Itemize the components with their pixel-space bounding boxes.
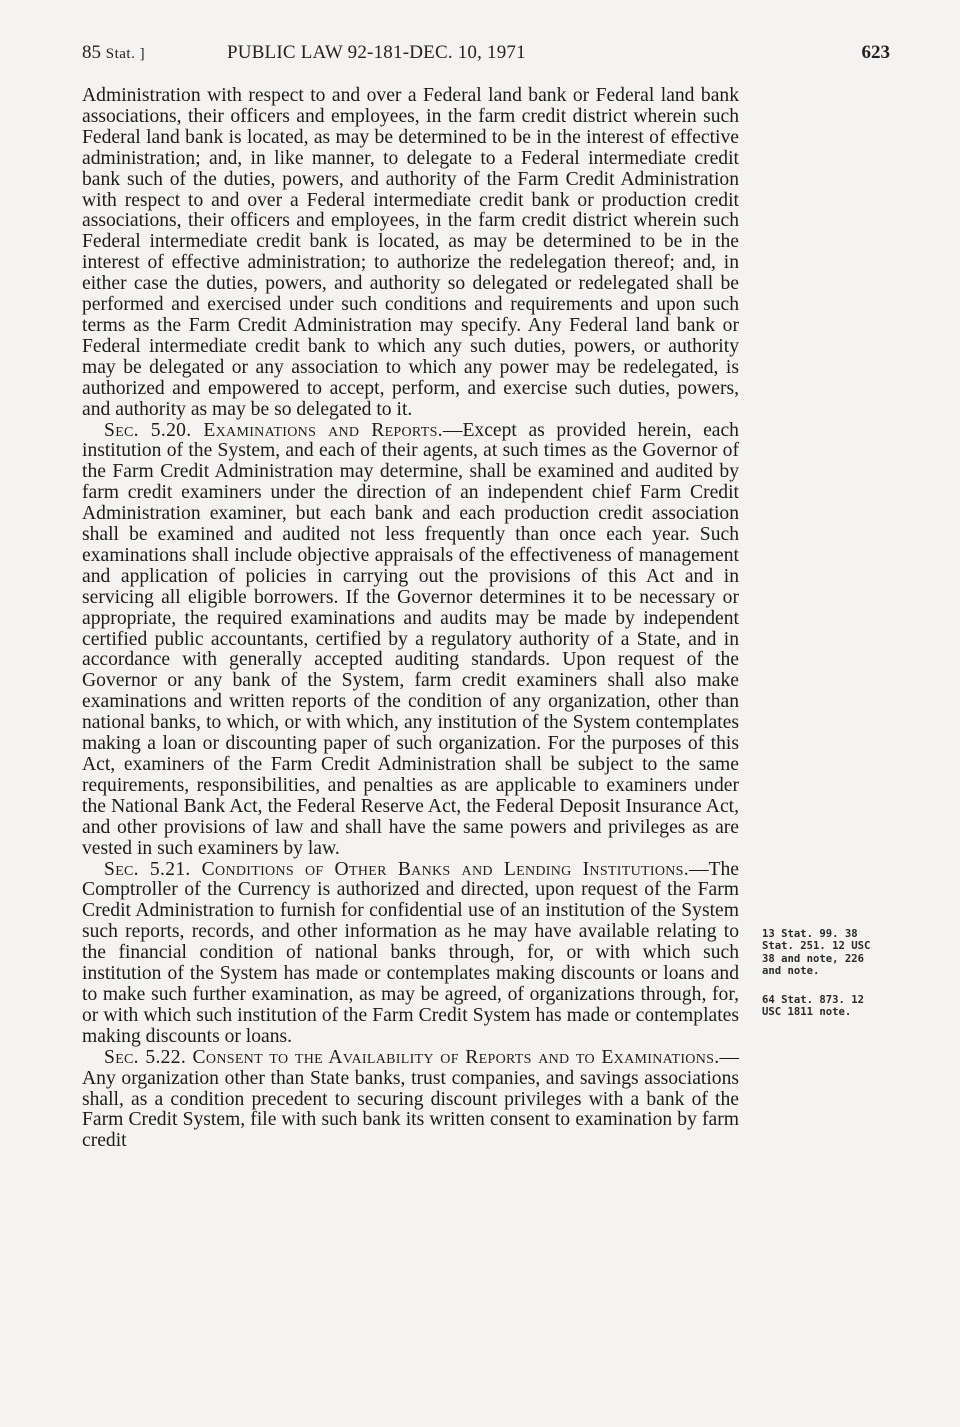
section-5-20: Sec. 5.20. Examinations and Reports.—Except as provided herein, each institution of the System, and each of their agents, at such times as the Governor of the Farm Credit Administration may determine, shall be examined and audited by farm credit examiners under the direction of an independent chief Farm Credit Administration examiner, but each bank and each production credit association shall be examined and audited not less frequently than once each year. Such examinations shall include objective appraisals of the effectiveness of management and application of policies in carrying out the provisions of this Act and in servicing all eligible borrowers. If the Governor determines it to be necessary or appropriate, the required examinations and audits may be made by independent certified public accountants, certified by a regulatory authority of a State, and in accordance with generally accepted auditing standards. Upon request of the Governor or any bank of the System, farm credit examiners shall also make examinations and written reports of the condition of any organization, other than national banks, to which, or with which, any institution of the System contemplates making a loan or discounting paper of such organization. For the purposes of this Act, examiners of the Farm Credit Administration shall be subject to the same requirements, responsibilities, and penalties as are applicable to examiners under the National Bank Act, the Federal Reserve Act, the Federal Deposit Insurance Act, and other provisions of law and shall have the same powers and privileges as are vested in such examiners by law.	[82, 419, 739, 859]
section-5-21: Sec. 5.21. Conditions of Other Banks and Lending Institutions.—The Comptroller of the Currency is authorized and directed, upon request of the Farm Credit Administration to furnish for confidential use of an institution of the System such reports, records, and other information as he may have available relating to the financial condition of national banks through, for, or with which such institution of the System has made or contemplates making discounts or loans and to make such further examination, as may be agreed, of organizations through, for, or with which such institution of the Farm Credit System has made or contemplates making discounts or loans.	[82, 858, 739, 1047]
margin-note: 13 Stat. 99. 38 Stat. 251. 12 USC 38 and note, 226 and note.	[762, 928, 871, 978]
section-heading: Sec. 5.22. Consent to the Availability of Reports and to Examinations.	[104, 1046, 720, 1068]
page-number: 623	[861, 42, 890, 63]
section-5-22: Sec. 5.22. Consent to the Availability of Reports and to Examinations.—Any organization other than State banks, trust companies, and savings associations shall, as a condition precedent to securing discount privileges with a bank of the Farm Credit System, file with such bank its written consent to examination by farm credit	[82, 1046, 739, 1152]
paragraph-continuation: Administration with respect to and over a Federal land bank or Federal land bank associations, their officers and employees, in the farm credit district wherein such Federal land bank is located, as may be determined to be in the interest of effective administration; and, in like manner, to delegate to a Federal intermediate credit bank such of the duties, powers, and authority of the Farm Credit Administration with respect to and over a Federal intermediate credit bank or production credit associations, their officers and employees, in the farm credit district wherein such Federal intermediate credit bank is located, as may be determined to be in the interest of effective administration; to authorize the redelegation thereof; and, in either case the duties, powers, and authority so delegated or redelegated shall be performed and exercised under such conditions and requirements and upon such terms as the Farm Credit Administration may specify. Any Federal land bank or Federal intermediate credit bank to which any such duties, powers, or authority may be delegated or any association to which any power may be redelegated, is authorized and empowered to accept, perform, and exercise such duties, powers, and authority as may be so delegated to it.	[82, 85, 739, 420]
section-heading: Sec. 5.21. Conditions of Other Banks and Lending Institutions.	[104, 858, 689, 880]
margin-note: 64 Stat. 873. 12 USC 1811 note.	[762, 993, 865, 1019]
margin-notes	[762, 928, 882, 1018]
running-title: PUBLIC LAW 92-181-DEC. 10, 1971	[227, 42, 526, 63]
body-text	[82, 86, 739, 1152]
section-heading: Sec. 5.20. Examinations and Reports.	[104, 419, 443, 441]
page-header	[82, 42, 890, 70]
statute-volume: 85 Stat. ]	[82, 42, 146, 63]
